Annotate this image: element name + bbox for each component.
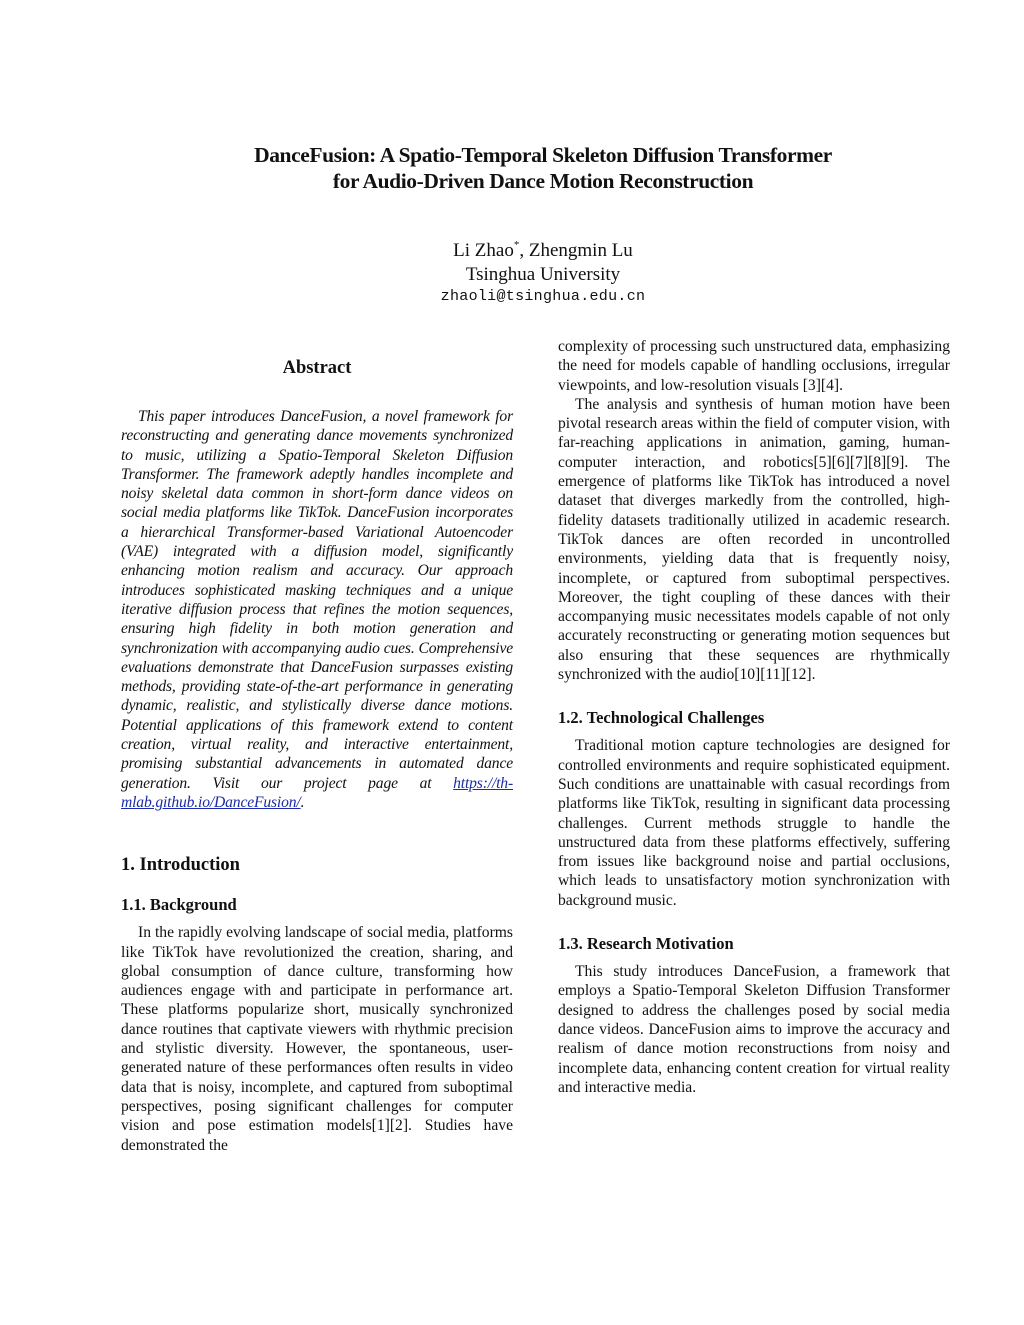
subsection-heading-challenges: 1.2. Technological Challenges <box>558 708 765 728</box>
section-heading-introduction: 1. Introduction <box>121 855 240 876</box>
motivation-paragraph: This study introduces DanceFusion, a framework that employs a Spatio-Temporal Skeleton Diffusion Transformer designed to address the challenges posed by social media dance videos. DanceFusion aims to improve the accuracy and realism of dance motion reconstructions from noisy and incomplete data, enhancing content creation for virtual reality and interactive media. <box>558 963 950 1096</box>
left-column <box>121 354 513 1155</box>
subsection-heading-motivation: 1.3. Research Motivation <box>558 934 734 954</box>
affiliation: Tsinghua University <box>465 264 621 285</box>
right-column <box>558 337 950 1097</box>
background-paragraph-1: In the rapidly evolving landscape of social media, platforms like TikTok have revolutionized the creation, sharing, and global consumption of dance culture, transforming how audiences engage with and participate in performance art. These platforms popularize short, musically synchronized dance routines that captivate viewers with rhythmic precision and stylistic diversity. However, the spontaneous, user-generated nature of these performances often results in video data that is noisy, incomplete, and captured from suboptimal perspectives, posing significant challenges for computer vision and pose estimation models[1][2]. Studies have demonstrated the <box>121 924 513 1154</box>
abstract-body <box>121 407 513 812</box>
abstract-tail: . <box>300 793 305 811</box>
author-name: Li Zhao <box>453 240 514 261</box>
background-paragraph-2: The analysis and synthesis of human motion have been pivotal research areas within the field of computer vision, with far-reaching applications in animation, gaming, human-computer interaction, and robotics[5][6][7][8][9]. The emergence of platforms like TikTok has introduced a novel dataset that diverges markedly from the controlled, high-fidelity datasets traditionally utilized in academic research. TikTok dances are often recorded in uncontrolled environments, yielding data that is frequently noisy, incomplete, or captured from suboptimal perspectives. Moreover, the tight coupling of these dances with their accompanying music necessitates models capable of not only accurately reconstructing or generating motion sequences but also ensuring that these sequences are rhythmically synchronized with the audio[10][11][12]. <box>558 395 950 684</box>
paper-title <box>0 142 1024 194</box>
abstract-heading: Abstract <box>282 358 352 378</box>
subsection-heading-background: 1.1. Background <box>121 895 237 915</box>
challenges-paragraph: Traditional motion capture technologies are designed for controlled environments and require sophisticated equipment. Such conditions are unattainable with casual recordings from platforms like TikTok, resulting in significant data processing challenges. Current methods struggle to handle the unstructured data from these platforms effectively, suffering from issues like background noise and partial occlusions, which leads to unsatisfactory motion synchronization with background music. <box>558 737 950 909</box>
paper-title-line-1: DanceFusion: A Spatio-Temporal Skeleton Diffusion Transformer <box>254 143 832 167</box>
author-line <box>0 239 1024 262</box>
project-page-link[interactable]: https://th-mlab.github.io/DanceFusion/ <box>121 774 513 811</box>
abstract-text: This paper introduces DanceFusion, a novel framework for reconstructing and generating dance movements synchronized to music, utilizing a Spatio-Temporal Skeleton Diffusion Transformer. The framework adeptly handles incomplete and noisy skeletal data common in short-form dance videos on social media platforms like TikTok. DanceFusion incorporates a hierarchical Transformer-based Variational Autoencoder (VAE) integrated with a diffusion model, significantly enhancing motion realism and accuracy. Our approach introduces sophisticated masking techniques and a unique iterative diffusion process that refines the motion sequences, ensuring high fidelity in both motion generation and synchronization with accompanying audio cues. Comprehensive evaluations demonstrate that DanceFusion surpasses existing methods, providing state-of-the-art performance in generating dynamic, realistic, and stylistically diverse dance motions. Potential applications of this framework extend to content creation, virtual reality, and interactive entertainment, promising substantial advancements in automated dance generation. Visit our project page at <box>121 408 513 792</box>
corresponding-author-mark: * <box>513 239 520 251</box>
coauthor-names: , Zhengmin Lu <box>519 240 633 261</box>
paper-title-line-2: for Audio-Driven Dance Motion Reconstruction <box>332 169 754 193</box>
author-email: zhaoli@tsinghua.edu.cn <box>440 288 646 305</box>
background-paragraph-1-continued: complexity of processing such unstructured data, emphasizing the need for models capable of handling occlusions, irregular viewpoints, and low-resolution visuals [3][4]. <box>558 338 950 394</box>
